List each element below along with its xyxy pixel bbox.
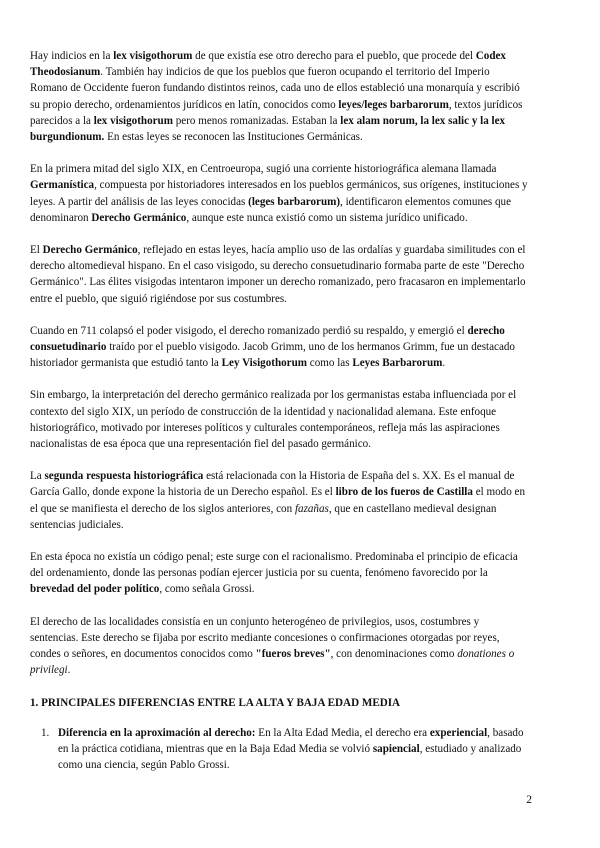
paragraph	[30, 468, 530, 533]
italic-text: fazañas	[294, 502, 329, 515]
bold-text: derecho consuetudinario	[30, 324, 505, 354]
text-run: , con denominaciones como	[330, 648, 458, 661]
paragraph	[30, 161, 530, 226]
bold-text: Derecho Germánico	[42, 244, 138, 257]
text-run: , que en castellano medieval designan sentencias judiciales.	[30, 502, 497, 531]
text-run: , compuesta por historiadores interesados en los pueblos germánicos, sus orígenes, instituciones y leyes. A partir del análisis de las leyes conocidas	[30, 179, 528, 208]
text-run: La	[30, 470, 45, 483]
text-run: Cuando en 711 colapsó el poder visigodo, el derecho romanizado perdió su respaldo, y emergió el	[30, 324, 468, 337]
text-run: , textos jurídicos parecidos a la	[30, 98, 523, 127]
bold-text: Germanística	[30, 179, 95, 192]
text-run: traído por el pueblo visigodo. Jacob Grimm, uno de los hermanos Grimm, fue un destacado historiador germanista que estudió tanto la	[30, 341, 515, 370]
bold-text: lex visigothorum	[113, 50, 193, 62]
text-run: En esta época no existía un código penal; este surge con el racionalismo. Predominaba el principio de eficacia del ordenamiento, donde las personas podían ejercer justicia por su cuenta, fenómeno favorecido por la	[30, 551, 518, 580]
text-run: En la Alta Edad Media, el derecho era	[255, 726, 430, 739]
bold-text: (leges barbarorum)	[248, 195, 341, 208]
text-run: como las	[307, 357, 353, 370]
bold-text: libro de los fueros de Castilla	[335, 486, 473, 499]
text-run: En estas leyes se reconocen las Instituciones Germánicas.	[104, 131, 363, 144]
paragraph	[30, 323, 530, 372]
paragraph	[30, 387, 530, 452]
list-item-number: 1.	[41, 726, 50, 739]
bold-text: brevedad del poder político	[30, 583, 160, 596]
bold-text: lex alam norum, la lex salic y la lex burgundionum.	[30, 114, 506, 144]
text-run: En la primera mitad del siglo XIX, en Centroeuropa, sugió una corriente historiográfica alemana llamada	[30, 163, 497, 176]
section-heading: 1. PRINCIPALES DIFERENCIAS ENTRE LA ALTA Y BAJA EDAD MEDIA	[30, 696, 401, 709]
text-run: Hay indicios en la	[30, 50, 114, 62]
bold-text: experiencial	[429, 726, 488, 739]
text-run: El	[30, 244, 43, 257]
bold-text: "fueros breves"	[255, 648, 331, 661]
text-run: Sin embargo, la interpretación del derecho germánico realizada por los germanistas estaba influenciada por el contexto del siglo XIX, un período de construcción de la identidad y nacionalidad alemana. Este enfoque historiográfico, motivado por intereses políticos y culturales contemporáneos, refleja más las aspiraciones nacionalistas de esa época que una representación fiel del pasado germánico.	[30, 389, 517, 451]
bold-text: lex visigothorum	[93, 114, 173, 127]
text-run: , como señala Grossi.	[159, 583, 255, 596]
bold-text: Leyes Barbarorum	[352, 357, 443, 370]
page-number: 2	[526, 794, 532, 806]
paragraph	[30, 242, 530, 307]
text-run: El derecho de las localidades consistía en un conjunto heterogéneo de privilegios, usos, costumbres y sentencias. Este derecho se fijaba por escrito mediante concesiones o confirmaciones otorgadas por reyes, condes o señores, en documentos conocidos como	[30, 615, 500, 661]
bold-text: Derecho Germánico	[91, 211, 187, 224]
text-run: , reflejado en estas leyes, hacía amplio uso de las ordalías y guardaba similitudes con el derecho altomedieval hispano. En el caso visigodo, su derecho consuetudinario formaba parte de este "Derecho Germánico". Las élites visigodas intentaron imponer un derecho romanizado, pero fracasaron en implementarlo entre el pueblo, que siguió rigiéndose por sus costumbres.	[30, 244, 526, 305]
numbered-list	[30, 725, 530, 774]
text-run: , aunque este nunca existió como un sistema jurídico unificado.	[186, 211, 468, 224]
text-run: , basado en la práctica cotidiana, mientras que en la Baja Edad Media se volvió	[58, 726, 524, 755]
text-run: está relacionada con la Historia de España del s. XX. Es el manual de García Gallo, donde expone la historia de un Derecho español. Es el	[30, 470, 515, 499]
text-run: , estudiado y analizado como una ciencia, según Pablo Grossi.	[58, 742, 522, 772]
italic-text: donationes o privilegi	[30, 648, 515, 677]
list-item-text	[58, 727, 524, 771]
bold-text: Codex Theodosianum	[30, 50, 506, 79]
list-item	[30, 725, 530, 774]
bold-text: Ley Visigothorum	[221, 357, 308, 370]
bold-text: segunda respuesta historiográfica	[44, 470, 204, 483]
text-run: pero menos romanizadas. Estaban la	[172, 114, 341, 127]
paragraph	[30, 48, 530, 145]
page-content	[30, 48, 530, 773]
text-run: . También hay indicios de que los pueblos que fueron ocupando el territorio del Imperio Romano de Occidente fueron fundando distintos reinos, cada uno de ellos estableció una monarquía y escribió su propio derecho, ordenamientos jurídicos en latín, conocidos como	[30, 66, 520, 111]
text-run: .	[67, 664, 71, 677]
text-run: el modo en el que se manifiesta el derecho de los siglos anteriores, con	[30, 486, 526, 515]
paragraph	[30, 549, 530, 598]
paragraph	[30, 614, 530, 679]
bold-text: sapiencial	[372, 742, 420, 755]
text-run: de que existía ese otro derecho para el pueblo, que procede del	[192, 50, 476, 62]
bold-text: leyes/leges barbarorum	[338, 98, 449, 111]
text-run: , identificaron elementos comunes que denominaron	[30, 195, 512, 224]
text-run: .	[442, 357, 446, 370]
bold-text: Diferencia en la aproximación al derecho:	[58, 726, 256, 739]
